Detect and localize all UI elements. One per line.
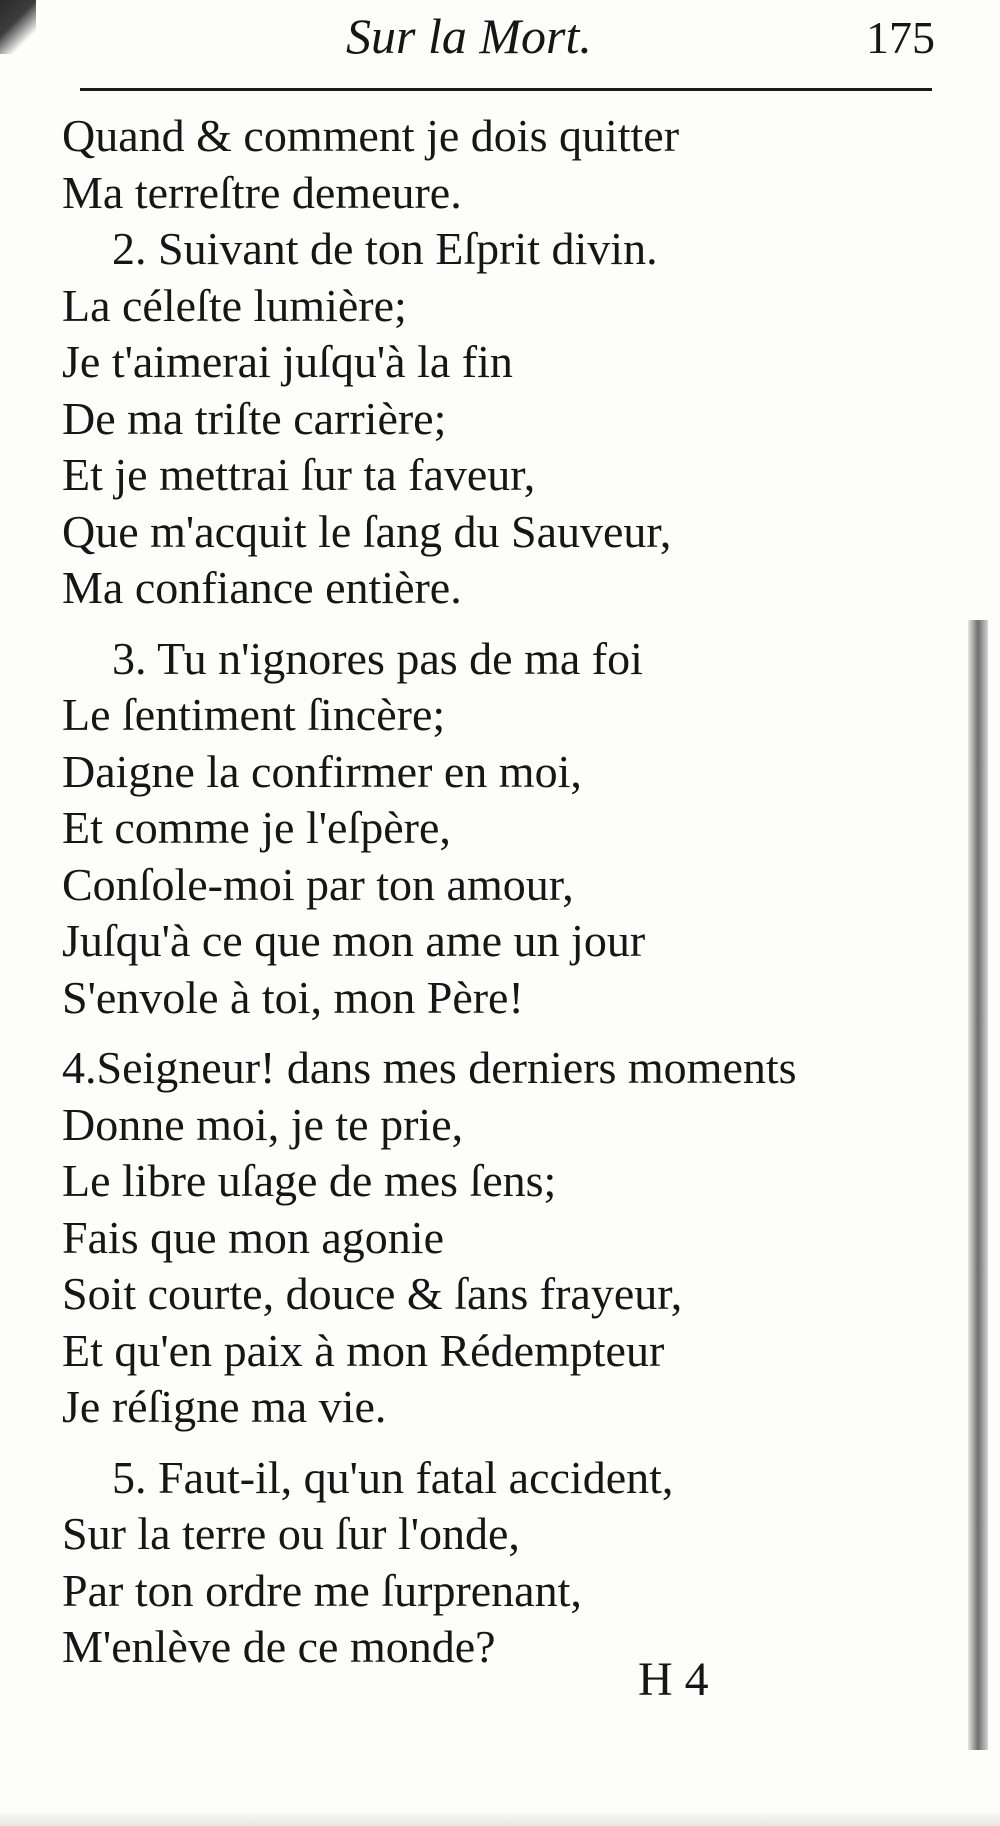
verse-line: Sur la terre ou ſur l'onde, <box>62 1508 520 1559</box>
stanza-4 <box>62 1040 962 1436</box>
verse-line: 4.Seigneur! dans mes derniers moments <box>62 1042 797 1093</box>
verse-line: Je t'aimerai juſqu'à la fin <box>62 336 513 387</box>
verse-line: Ma confiance entière. <box>62 562 462 613</box>
verse-line: 5. Faut-il, qu'un fatal accident, <box>112 1451 674 1503</box>
stanza-3 <box>62 631 962 1027</box>
running-head: Sur la Mort. <box>346 8 592 64</box>
verse-line: M'enlève de ce monde? <box>62 1621 496 1672</box>
header-rule <box>80 88 932 91</box>
verse-line: S'envole à toi, mon Père! <box>62 971 524 1023</box>
page-header <box>0 0 1000 80</box>
verse-line: Juſqu'à ce que mon ame un jour <box>62 915 646 966</box>
verse-line: Que m'acquit le ſang du Sauveur, <box>62 505 672 557</box>
page-bottom-edge <box>0 1810 1000 1826</box>
verse-line: Donne moi, je te prie, <box>62 1098 464 1150</box>
verse-line: Et je mettrai ſur ta faveur, <box>62 449 536 500</box>
page-edge-shadow <box>968 620 988 1750</box>
verse-line: La céleſte lumière; <box>62 279 407 331</box>
verse-line: Ma terreſtre demeure. <box>62 166 462 218</box>
verse-line: Soit courte, douce & ſans frayeur, <box>62 1268 683 1319</box>
signature-mark: H 4 <box>638 1653 709 1706</box>
verse-line: 2. Suivant de ton Eſprit divin. <box>112 223 658 274</box>
verse-line: Quand & comment je dois quitter <box>62 110 680 161</box>
verse-line: 3. Tu n'ignores pas de ma foi <box>112 632 643 684</box>
verse-line: Je réſigne ma vie. <box>62 1381 387 1432</box>
verse-line: Daigne la confirmer en moi, <box>62 745 582 797</box>
verse-line: Fais que mon agonie <box>62 1211 444 1263</box>
verse-line: Par ton ordre me ſurprenant, <box>62 1564 582 1616</box>
hymn-text <box>62 108 962 1676</box>
verse-line: Et qu'en paix à mon Rédempteur <box>62 1324 665 1376</box>
verse-line: Conſole-moi par ton amour, <box>62 858 574 910</box>
verse-line: Le ſentiment ſincère; <box>62 689 446 740</box>
stanza-1-continued <box>62 108 962 221</box>
page-number: 175 <box>866 12 935 63</box>
verse-line: Et comme je l'eſpère, <box>62 802 451 853</box>
stanza-5 <box>62 1450 962 1676</box>
stanza-2 <box>62 221 962 617</box>
verse-line: De ma triſte carrière; <box>62 392 447 444</box>
verse-line: Le libre uſage de mes ſens; <box>62 1155 557 1206</box>
